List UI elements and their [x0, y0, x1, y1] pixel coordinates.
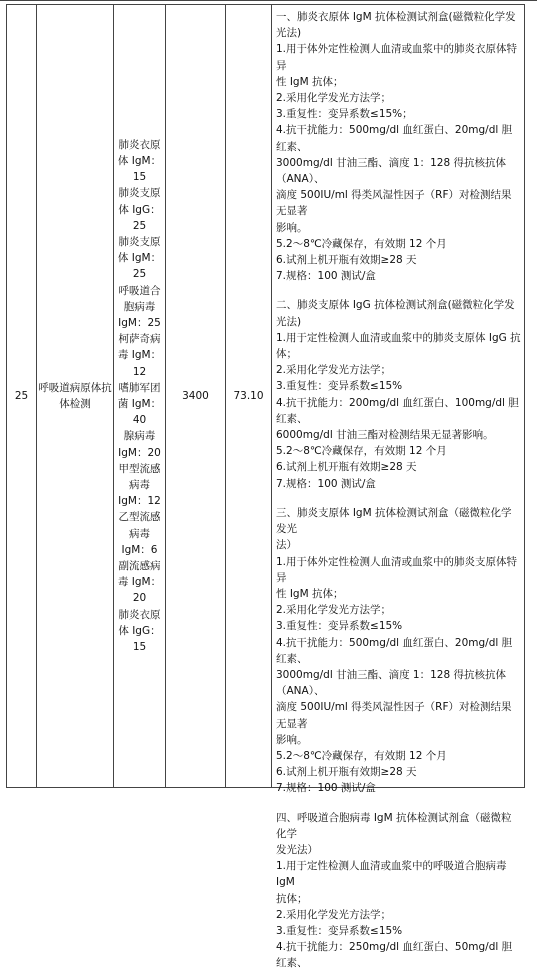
procurement-spec-table: [6, 4, 525, 970]
test-items-cell: [114, 5, 166, 788]
test-item-line: IgM：20: [118, 446, 161, 459]
spec-line: 四、呼吸道合胞病毒 IgM 抗体检测试剂盒（磁微粒化学: [276, 811, 512, 840]
test-item-line: 体 IgG：: [118, 203, 161, 216]
test-item-line: 40: [132, 414, 147, 427]
spec-line: 5.2～8℃冷藏保存，有效期 12 个月: [276, 237, 447, 250]
test-item-line: 乙型流感: [118, 511, 161, 524]
test-item-line: 肺炎支原: [118, 235, 161, 248]
spec-line: 2.采用化学发光方法学；: [276, 364, 392, 377]
spec-line: 二、肺炎支原体 IgG 抗体检测试剂盒(磁微粒化学发光法): [276, 299, 515, 328]
technical-spec-cell: [272, 5, 525, 970]
spec-line: 法）: [276, 539, 297, 552]
test-item-line: 菌 IgM：: [117, 398, 162, 410]
test-item-line: 体 IgG：: [118, 624, 161, 637]
test-item-line: 腺病毒: [123, 430, 156, 443]
section-gap: [276, 284, 521, 297]
test-item-line: 体 IgM：: [117, 252, 162, 265]
spec-line: 3.重复性：变异系数≤15%；: [276, 108, 413, 121]
product-name-cell: 呼吸道病原体抗体检测: [37, 5, 114, 788]
test-item-line: 胞病毒: [123, 300, 156, 313]
test-item-line: 12: [132, 365, 147, 378]
test-item-line: 毒 IgM：: [117, 349, 162, 362]
spec-line: 滴度 500IU/ml 得类风湿性因子（RF）对检测结果无显著: [276, 701, 512, 730]
technical-spec-text: [276, 9, 521, 970]
section-gap: [276, 492, 521, 505]
spec-line: 3.重复性：变异系数≤15%: [276, 380, 403, 393]
spec-line: 三、肺炎支原体 IgM 抗体检测试剂盒（磁微粒化学发光: [276, 506, 512, 536]
test-item-line: 15: [132, 641, 147, 654]
test-item-line: 肺炎衣原: [118, 608, 161, 621]
test-item-line: 25: [132, 219, 147, 232]
spec-line: 5.2～8℃冷藏保存，有效期 12 个月: [276, 445, 447, 458]
test-item-line: 嗜肺军团: [118, 381, 161, 394]
spec-line: 性 IgM 抗体；: [276, 75, 344, 88]
test-item-line: 副流感病: [118, 560, 161, 573]
spec-line: 一、肺炎衣原体 IgM 抗体检测试剂盒(磁微粒化学发光法): [276, 11, 516, 40]
quantity-cell: 3400: [166, 5, 226, 788]
spec-line: 6.试剂上机开瓶有效期≥28 天: [276, 766, 417, 779]
item-number-cell: 25: [7, 5, 37, 788]
table-row: [7, 5, 525, 788]
page-top-rule: [0, 0, 537, 1]
spec-line: 7.规格：100 测试/盒: [276, 270, 376, 283]
spec-line: 发光法）: [276, 843, 318, 856]
spec-line: 4.抗干扰能力：200mg/dl 血红蛋白、100mg/dl 胆红素、: [276, 396, 519, 425]
spec-line: 3.重复性：变异系数≤15%: [276, 620, 403, 633]
spec-line: 1.用于定性检测人血清或血浆中的呼吸道合胞病毒 IgM: [276, 860, 507, 889]
spec-line: 1.用于定性检测人血清或血浆中的肺炎支原体 IgG 抗体；: [276, 331, 521, 361]
spec-line: 6.试剂上机开瓶有效期≥28 天: [276, 461, 417, 474]
test-item-line: 25: [132, 268, 147, 281]
spec-line: 4.抗干扰能力：250mg/dl 血红蛋白、50mg/dl 胆红素、: [276, 941, 513, 970]
spec-line: 2.采用化学发光方法学；: [276, 604, 392, 617]
spec-line: 7.规格：100 测试/盒: [276, 477, 376, 490]
test-items-list: [115, 137, 164, 656]
test-item-line: 病毒: [129, 527, 150, 540]
spec-line: 2.采用化学发光方法学；: [276, 908, 392, 921]
spec-line: 3000mg/dl 甘油三酯、滴度 1：128 得抗核抗体（ANA）、: [276, 156, 506, 186]
test-item-line: 病毒: [129, 479, 150, 492]
spec-line: 6000mg/dl 甘油三酯对检测结果无显著影响。: [276, 429, 494, 442]
test-item-line: 15: [132, 171, 147, 184]
spec-line: 影响。: [276, 733, 308, 746]
test-item-line: 20: [132, 592, 147, 605]
spec-line: 3000mg/dl 甘油三酯、滴度 1：128 得抗核抗体（ANA）、: [276, 668, 506, 698]
spec-line: 滴度 500IU/ml 得类风湿性因子（RF）对检测结果无显著: [276, 189, 512, 218]
test-item-line: 体 IgM：: [117, 154, 162, 167]
spec-line: 4.抗干扰能力：500mg/dl 血红蛋白、20mg/dl 胆红素、: [276, 124, 513, 153]
test-item-line: IgM：25: [118, 316, 161, 329]
spec-line: 5.2～8℃冷藏保存，有效期 12 个月: [276, 749, 447, 762]
test-item-line: 甲型流感: [118, 462, 161, 475]
test-item-line: 柯萨奇病: [118, 333, 161, 346]
test-item-line: 呼吸道合: [118, 284, 161, 297]
spec-line: 6.试剂上机开瓶有效期≥28 天: [276, 254, 417, 267]
test-item-line: IgM：12: [118, 495, 161, 508]
spec-line: 性 IgM 抗体；: [276, 587, 344, 600]
spec-line: 2.采用化学发光方法学；: [276, 92, 392, 105]
test-item-line: 肺炎支原: [118, 187, 161, 200]
test-item-line: 肺炎衣原: [118, 138, 161, 151]
spec-line: 7.规格：100 测试/盒: [276, 782, 376, 795]
test-item-line: IgM：6: [121, 543, 158, 556]
test-item-line: 毒 IgM：: [117, 576, 162, 589]
spec-line: 3.重复性：变异系数≤15%: [276, 924, 403, 937]
spec-line: 抗体；: [276, 892, 308, 905]
unit-price-cell: 73.10: [226, 5, 272, 788]
spec-line: 1.用于体外定性检测人血清或血浆中的肺炎支原体特异: [276, 555, 518, 584]
spec-line: 1.用于体外定性检测人血清或血浆中的肺炎衣原体特异: [276, 43, 518, 72]
spec-line: 影响。: [276, 221, 308, 234]
spec-line: 4.抗干扰能力：500mg/dl 血红蛋白、20mg/dl 胆红素、: [276, 636, 513, 665]
section-gap: [276, 797, 521, 810]
